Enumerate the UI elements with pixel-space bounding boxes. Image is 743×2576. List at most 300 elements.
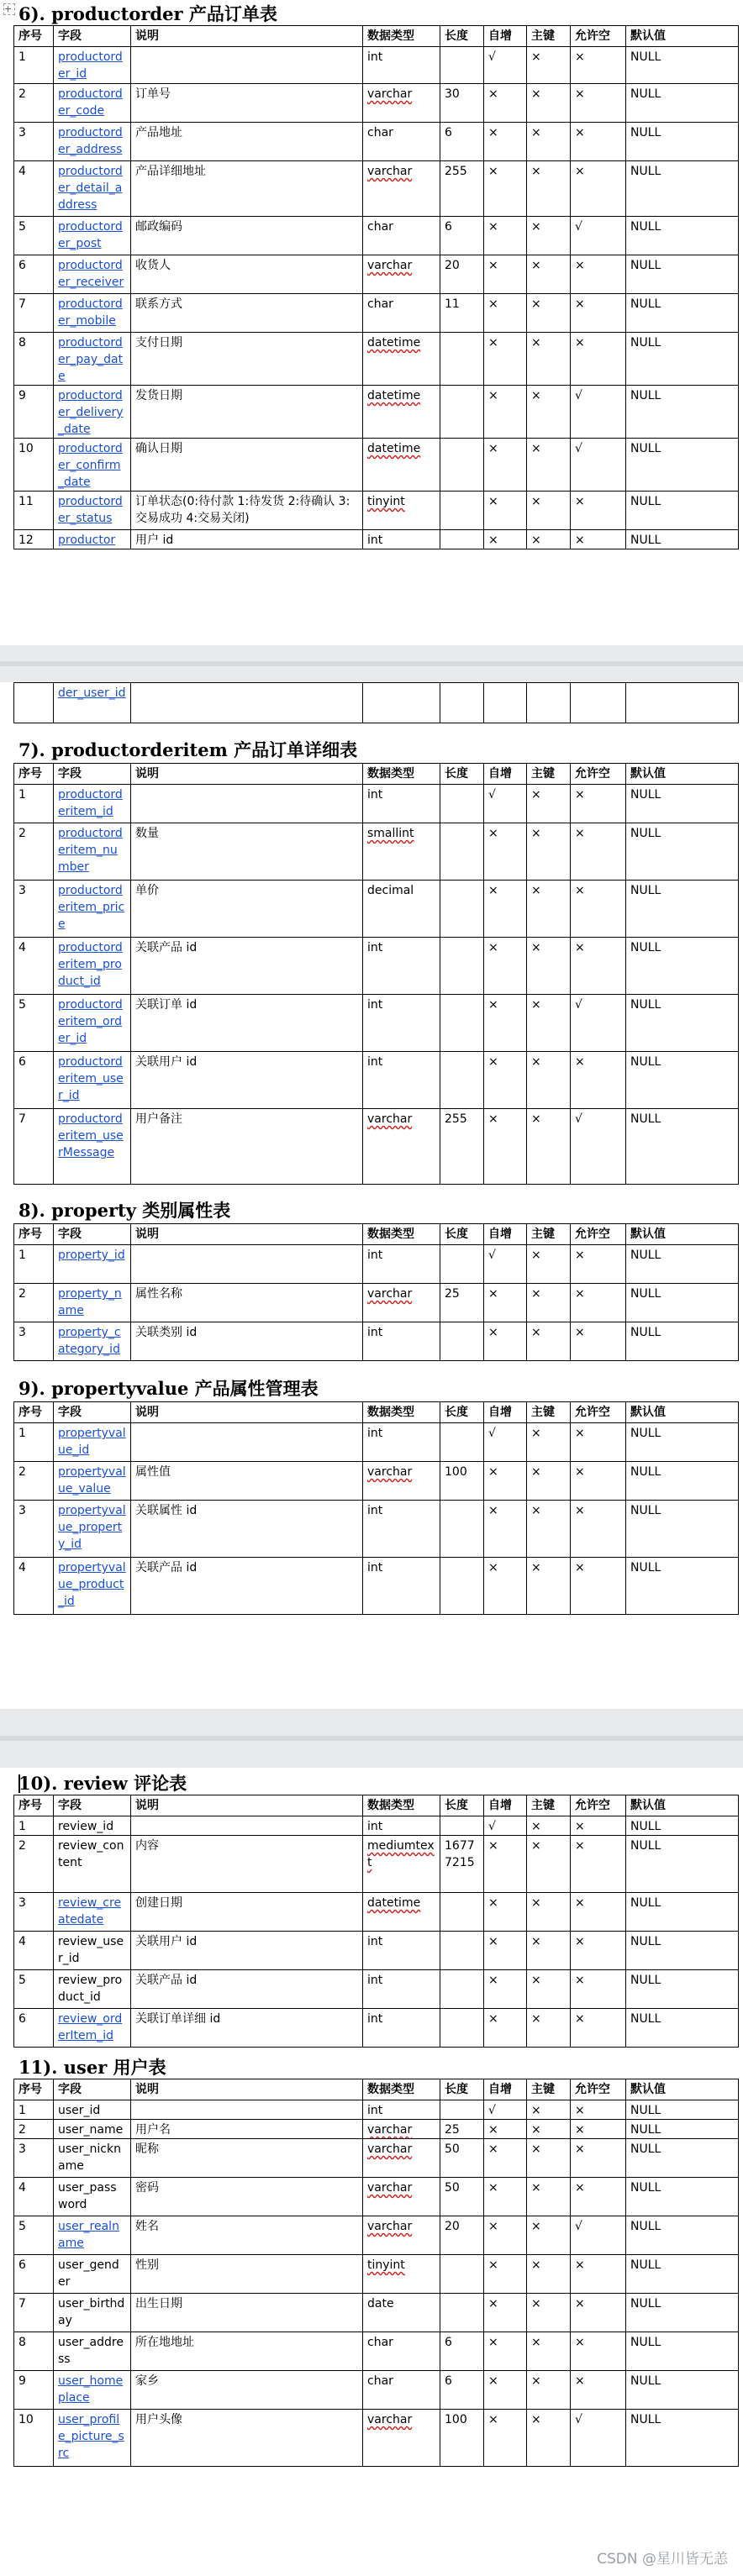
field-description: 产品详细地址 xyxy=(131,161,363,217)
field-length xyxy=(440,683,484,723)
row-number: 8 xyxy=(14,2332,54,2371)
schema-table xyxy=(13,1223,739,1361)
primary-key: × xyxy=(527,2294,571,2332)
data-type: date xyxy=(363,2294,440,2332)
table-row xyxy=(14,2009,739,2048)
default-value: NULL xyxy=(626,1932,739,1970)
primary-key: × xyxy=(527,1109,571,1185)
data-type: datetime xyxy=(363,439,440,492)
table-row xyxy=(14,2216,739,2255)
auto-increment: × xyxy=(484,938,527,995)
auto-increment: × xyxy=(484,2371,527,2410)
primary-key: × xyxy=(527,492,571,530)
table-row xyxy=(14,683,739,723)
primary-key: × xyxy=(527,1558,571,1615)
nullable: × xyxy=(571,47,626,84)
default-value: NULL xyxy=(626,1501,739,1558)
row-number xyxy=(14,683,54,723)
data-type: varchar xyxy=(363,1462,440,1501)
data-type: char xyxy=(363,2332,440,2371)
field-description: 姓名 xyxy=(131,2216,363,2255)
auto-increment: × xyxy=(484,1052,527,1109)
default-value: NULL xyxy=(626,47,739,84)
auto-increment: × xyxy=(484,492,527,530)
table-row xyxy=(14,161,739,217)
primary-key: × xyxy=(527,1932,571,1970)
table-row xyxy=(14,1322,739,1361)
nullable: √ xyxy=(571,2410,626,2467)
nullable: × xyxy=(571,2332,626,2371)
column-header: 字段 xyxy=(54,1402,131,1423)
auto-increment: × xyxy=(484,2009,527,2048)
row-number: 8 xyxy=(14,333,54,386)
primary-key: × xyxy=(527,333,571,386)
row-number: 5 xyxy=(14,217,54,255)
auto-increment: × xyxy=(484,2294,527,2332)
row-number: 3 xyxy=(14,1322,54,1361)
field-description: 属性名称 xyxy=(131,1284,363,1322)
default-value: NULL xyxy=(626,2120,739,2139)
field-length xyxy=(440,1423,484,1462)
nullable: × xyxy=(571,492,626,530)
data-type: int xyxy=(363,47,440,84)
field-length xyxy=(440,1322,484,1361)
column-header: 长度 xyxy=(440,1402,484,1423)
nullable: × xyxy=(571,1970,626,2009)
table-row xyxy=(14,492,739,530)
default-value: NULL xyxy=(626,2178,739,2216)
default-value: NULL xyxy=(626,823,739,881)
data-type: datetime xyxy=(363,386,440,439)
row-number: 3 xyxy=(14,2139,54,2178)
data-type: char xyxy=(363,294,440,333)
column-header: 数据类型 xyxy=(363,2079,440,2100)
table-row xyxy=(14,1245,739,1284)
data-type: int xyxy=(363,1501,440,1558)
field-description: 密码 xyxy=(131,2178,363,2216)
field-name: review_product_id xyxy=(54,1970,131,2009)
data-type: varchar xyxy=(363,2120,440,2139)
row-number: 3 xyxy=(14,1501,54,1558)
field-name: user_nickname xyxy=(54,2139,131,2178)
column-header: 数据类型 xyxy=(363,1402,440,1423)
column-header: 字段 xyxy=(54,1224,131,1245)
column-header: 数据类型 xyxy=(363,1795,440,1816)
nullable: × xyxy=(571,2009,626,2048)
table-row xyxy=(14,47,739,84)
field-description: 出生日期 xyxy=(131,2294,363,2332)
data-type: varchar xyxy=(363,255,440,294)
table-row xyxy=(14,823,739,881)
field-length xyxy=(440,1052,484,1109)
default-value: NULL xyxy=(626,881,739,938)
auto-increment: × xyxy=(484,217,527,255)
table-header-row xyxy=(14,1224,739,1245)
row-number: 9 xyxy=(14,2371,54,2410)
table-row xyxy=(14,995,739,1052)
nullable: √ xyxy=(571,439,626,492)
nullable: × xyxy=(571,2255,626,2294)
page-break xyxy=(0,645,743,682)
field-length xyxy=(440,1245,484,1284)
table-header-row xyxy=(14,764,739,785)
field-length xyxy=(440,1932,484,1970)
default-value: NULL xyxy=(626,1970,739,2009)
table-row xyxy=(14,1284,739,1322)
field-length xyxy=(440,1970,484,2009)
nullable: √ xyxy=(571,995,626,1052)
schema-table xyxy=(13,1795,739,2048)
row-number: 3 xyxy=(14,1893,54,1932)
field-name: review_orderItem_id xyxy=(54,2009,131,2048)
nullable: × xyxy=(571,1501,626,1558)
field-name: productorderitem_user_id xyxy=(54,1052,131,1109)
row-number: 1 xyxy=(14,785,54,823)
nullable: √ xyxy=(571,1109,626,1185)
primary-key: × xyxy=(527,1836,571,1893)
primary-key: × xyxy=(527,785,571,823)
column-header: 允许空 xyxy=(571,1795,626,1816)
auto-increment: × xyxy=(484,2410,527,2467)
data-type xyxy=(363,683,440,723)
default-value: NULL xyxy=(626,217,739,255)
column-header: 允许空 xyxy=(571,1402,626,1423)
field-name: propertyvalue_id xyxy=(54,1423,131,1462)
field-name: review_id xyxy=(54,1816,131,1836)
field-description xyxy=(131,47,363,84)
table-row xyxy=(14,1893,739,1932)
primary-key: × xyxy=(527,386,571,439)
field-name: user_id xyxy=(54,2100,131,2120)
nullable: × xyxy=(571,1893,626,1932)
field-length: 255 xyxy=(440,1109,484,1185)
auto-increment: × xyxy=(484,2332,527,2371)
nullable: × xyxy=(571,161,626,217)
auto-increment: √ xyxy=(484,1423,527,1462)
field-name: productorderitem_order_id xyxy=(54,995,131,1052)
column-header: 默认值 xyxy=(626,1402,739,1423)
primary-key: × xyxy=(527,2139,571,2178)
nullable: × xyxy=(571,1836,626,1893)
default-value: NULL xyxy=(626,1836,739,1893)
data-type: datetime xyxy=(363,333,440,386)
column-header: 主键 xyxy=(527,26,571,47)
field-description: 所在地地址 xyxy=(131,2332,363,2371)
field-description: 关联属性 id xyxy=(131,1501,363,1558)
field-length xyxy=(440,1558,484,1615)
column-header: 允许空 xyxy=(571,764,626,785)
row-number: 1 xyxy=(14,47,54,84)
column-header: 主键 xyxy=(527,2079,571,2100)
field-description: 关联用户 id xyxy=(131,1052,363,1109)
default-value: NULL xyxy=(626,938,739,995)
field-name: property_name xyxy=(54,1284,131,1322)
column-header: 说明 xyxy=(131,26,363,47)
default-value: NULL xyxy=(626,84,739,123)
field-description: 发货日期 xyxy=(131,386,363,439)
field-name: productorder_mobile xyxy=(54,294,131,333)
field-name: productorderitem_userMessage xyxy=(54,1109,131,1185)
column-header: 自增 xyxy=(484,26,527,47)
table-header-row xyxy=(14,1795,739,1816)
data-type: char xyxy=(363,217,440,255)
nullable: × xyxy=(571,1423,626,1462)
nullable: × xyxy=(571,1932,626,1970)
field-length: 6 xyxy=(440,217,484,255)
table-row xyxy=(14,386,739,439)
column-header: 说明 xyxy=(131,764,363,785)
table-header-row xyxy=(14,2079,739,2100)
default-value: NULL xyxy=(626,439,739,492)
table-row xyxy=(14,1501,739,1558)
auto-increment: × xyxy=(484,1284,527,1322)
table-row xyxy=(14,1932,739,1970)
row-number: 1 xyxy=(14,2100,54,2120)
field-name: user_birthday xyxy=(54,2294,131,2332)
row-number: 6 xyxy=(14,2255,54,2294)
nullable: × xyxy=(571,2100,626,2120)
data-type: tinyint xyxy=(363,2255,440,2294)
row-number: 4 xyxy=(14,1932,54,1970)
field-description: 属性值 xyxy=(131,1462,363,1501)
data-type: varchar xyxy=(363,161,440,217)
row-number: 9 xyxy=(14,386,54,439)
auto-increment: × xyxy=(484,2120,527,2139)
auto-increment: √ xyxy=(484,1245,527,1284)
page-break xyxy=(0,1709,743,1768)
default-value: NULL xyxy=(626,294,739,333)
table-row xyxy=(14,1970,739,2009)
default-value: NULL xyxy=(626,1052,739,1109)
field-length xyxy=(440,530,484,549)
auto-increment: × xyxy=(484,123,527,161)
nullable: √ xyxy=(571,2216,626,2255)
auto-increment: × xyxy=(484,1836,527,1893)
table-row xyxy=(14,1558,739,1615)
default-value: NULL xyxy=(626,161,739,217)
auto-increment: × xyxy=(484,84,527,123)
table-row xyxy=(14,2294,739,2332)
column-header: 自增 xyxy=(484,2079,527,2100)
nullable: × xyxy=(571,938,626,995)
auto-increment: × xyxy=(484,2255,527,2294)
primary-key: × xyxy=(527,938,571,995)
field-length: 20 xyxy=(440,2216,484,2255)
field-description: 单价 xyxy=(131,881,363,938)
row-number: 11 xyxy=(14,492,54,530)
table-row xyxy=(14,2100,739,2120)
column-header: 自增 xyxy=(484,764,527,785)
row-number: 2 xyxy=(14,84,54,123)
section-title: 7). productorderitem 产品订单详细表 xyxy=(18,739,358,760)
default-value: NULL xyxy=(626,2216,739,2255)
default-value: NULL xyxy=(626,2294,739,2332)
column-header: 数据类型 xyxy=(363,764,440,785)
auto-increment: × xyxy=(484,530,527,549)
data-type: int xyxy=(363,1245,440,1284)
field-description: 关联用户 id xyxy=(131,1932,363,1970)
field-length: 16777215 xyxy=(440,1836,484,1893)
row-number: 6 xyxy=(14,2009,54,2048)
field-name: productorder_detail_address xyxy=(54,161,131,217)
row-number: 5 xyxy=(14,1970,54,2009)
field-length: 50 xyxy=(440,2139,484,2178)
field-length xyxy=(440,938,484,995)
data-type: varchar xyxy=(363,2410,440,2467)
field-length: 6 xyxy=(440,2371,484,2410)
nullable: × xyxy=(571,294,626,333)
column-header: 序号 xyxy=(14,1224,54,1245)
move-handle-icon[interactable]: + xyxy=(3,3,15,15)
field-name: productorderitem_price xyxy=(54,881,131,938)
primary-key xyxy=(527,683,571,723)
table-row xyxy=(14,1052,739,1109)
table-row xyxy=(14,1462,739,1501)
primary-key: × xyxy=(527,1245,571,1284)
data-type: int xyxy=(363,1970,440,2009)
watermark: CSDN @星川皆无恙 xyxy=(597,2551,728,2568)
default-value: NULL xyxy=(626,1816,739,1836)
field-name: productorder_pay_date xyxy=(54,333,131,386)
field-description xyxy=(131,1423,363,1462)
primary-key: × xyxy=(527,161,571,217)
primary-key: × xyxy=(527,1462,571,1501)
row-number: 2 xyxy=(14,1836,54,1893)
row-number: 3 xyxy=(14,123,54,161)
data-type: int xyxy=(363,1816,440,1836)
field-description xyxy=(131,683,363,723)
field-name: review_user_id xyxy=(54,1932,131,1970)
column-header: 长度 xyxy=(440,2079,484,2100)
nullable: × xyxy=(571,2139,626,2178)
data-type: int xyxy=(363,1558,440,1615)
default-value: NULL xyxy=(626,2100,739,2120)
default-value: NULL xyxy=(626,995,739,1052)
data-type: int xyxy=(363,2100,440,2120)
data-type: int xyxy=(363,995,440,1052)
data-type: char xyxy=(363,123,440,161)
data-type: char xyxy=(363,2371,440,2410)
row-number: 5 xyxy=(14,995,54,1052)
field-description: 性别 xyxy=(131,2255,363,2294)
table-row xyxy=(14,1423,739,1462)
schema-table xyxy=(13,25,739,549)
field-name: user_homeplace xyxy=(54,2371,131,2410)
field-name: review_content xyxy=(54,1836,131,1893)
field-length: 20 xyxy=(440,255,484,294)
nullable: × xyxy=(571,333,626,386)
table-row xyxy=(14,2120,739,2139)
field-description: 昵称 xyxy=(131,2139,363,2178)
field-name: productorder_status xyxy=(54,492,131,530)
primary-key: × xyxy=(527,995,571,1052)
schema-table xyxy=(13,1401,739,1615)
nullable: × xyxy=(571,2294,626,2332)
table-row xyxy=(14,1109,739,1185)
field-name: propertyvalue_property_id xyxy=(54,1501,131,1558)
data-type: datetime xyxy=(363,1893,440,1932)
primary-key: × xyxy=(527,1423,571,1462)
primary-key: × xyxy=(527,217,571,255)
field-name: user_name xyxy=(54,2120,131,2139)
field-name: productorder_post xyxy=(54,217,131,255)
column-header: 字段 xyxy=(54,1795,131,1816)
auto-increment: × xyxy=(484,1932,527,1970)
nullable: × xyxy=(571,1462,626,1501)
column-header: 数据类型 xyxy=(363,26,440,47)
column-header: 序号 xyxy=(14,764,54,785)
default-value: NULL xyxy=(626,333,739,386)
row-number: 5 xyxy=(14,2216,54,2255)
field-length xyxy=(440,1893,484,1932)
schema-table xyxy=(13,763,739,1185)
default-value: NULL xyxy=(626,1284,739,1322)
column-header: 默认值 xyxy=(626,2079,739,2100)
nullable: × xyxy=(571,823,626,881)
nullable: × xyxy=(571,881,626,938)
auto-increment: √ xyxy=(484,47,527,84)
data-type: decimal xyxy=(363,881,440,938)
table-row xyxy=(14,2410,739,2467)
field-length: 6 xyxy=(440,123,484,161)
field-length xyxy=(440,492,484,530)
field-length: 30 xyxy=(440,84,484,123)
column-header: 主键 xyxy=(527,764,571,785)
auto-increment: × xyxy=(484,881,527,938)
primary-key: × xyxy=(527,47,571,84)
primary-key: × xyxy=(527,1284,571,1322)
field-name: propertyvalue_product_id xyxy=(54,1558,131,1615)
column-header: 长度 xyxy=(440,764,484,785)
primary-key: × xyxy=(527,823,571,881)
table-header-row xyxy=(14,26,739,47)
default-value: NULL xyxy=(626,1423,739,1462)
primary-key: × xyxy=(527,2410,571,2467)
auto-increment: × xyxy=(484,823,527,881)
field-name: productor xyxy=(54,530,131,549)
field-name: user_profile_picture_src xyxy=(54,2410,131,2467)
field-length xyxy=(440,881,484,938)
field-description: 确认日期 xyxy=(131,439,363,492)
table-row xyxy=(14,881,739,938)
primary-key: × xyxy=(527,1970,571,2009)
data-type: varchar xyxy=(363,2178,440,2216)
field-length: 11 xyxy=(440,294,484,333)
column-header: 主键 xyxy=(527,1795,571,1816)
primary-key: × xyxy=(527,881,571,938)
primary-key: × xyxy=(527,294,571,333)
nullable: × xyxy=(571,1816,626,1836)
nullable: × xyxy=(571,1245,626,1284)
auto-increment: × xyxy=(484,1501,527,1558)
field-length: 25 xyxy=(440,2120,484,2139)
primary-key: × xyxy=(527,123,571,161)
data-type: int xyxy=(363,938,440,995)
row-number: 1 xyxy=(14,1816,54,1836)
default-value: NULL xyxy=(626,2410,739,2467)
column-header: 数据类型 xyxy=(363,1224,440,1245)
auto-increment: × xyxy=(484,1893,527,1932)
primary-key: × xyxy=(527,2178,571,2216)
nullable: √ xyxy=(571,386,626,439)
field-name: property_id xyxy=(54,1245,131,1284)
field-name: review_createdate xyxy=(54,1893,131,1932)
field-description: 支付日期 xyxy=(131,333,363,386)
field-name: productorder_receiver xyxy=(54,255,131,294)
column-header: 默认值 xyxy=(626,1224,739,1245)
field-length xyxy=(440,2255,484,2294)
data-type: int xyxy=(363,530,440,549)
